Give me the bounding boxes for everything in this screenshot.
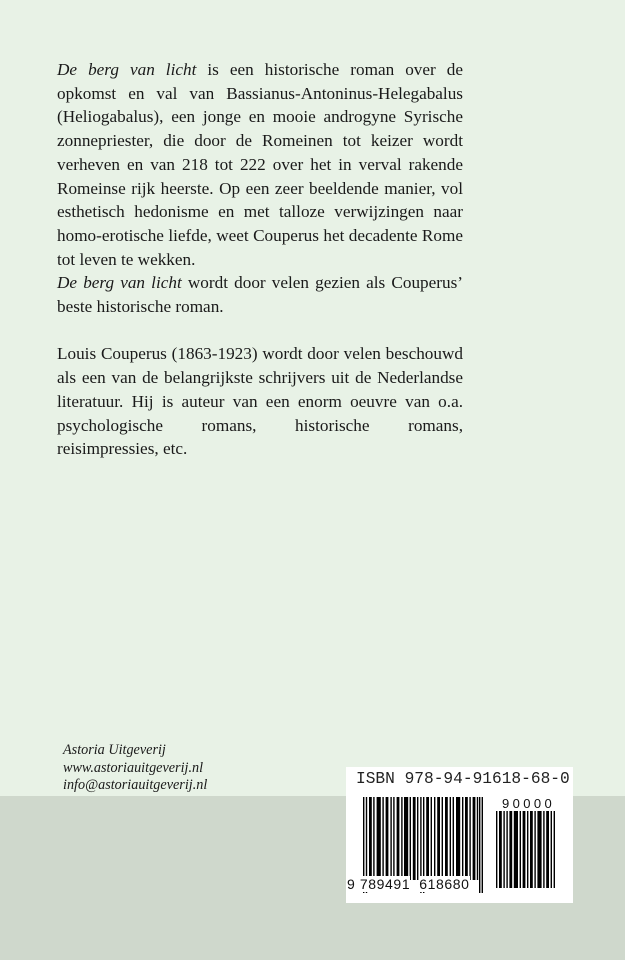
price-supplement-label: 90000: [502, 796, 556, 811]
publisher-website: www.astoriauitgeverij.nl: [63, 759, 204, 776]
isbn-barcode-box: [346, 767, 573, 903]
book-title-italic: De berg van licht: [57, 273, 182, 293]
barcode-digits-left: 789491: [359, 876, 411, 892]
praise-text: wordt door velen gezien als Couperus’ beste historische roman.: [57, 273, 463, 317]
isbn-label: ISBN 978-94-91618-68-0: [356, 770, 570, 788]
synopsis-text: is een historische roman over de opkomst en val van Bassianus-Antoninus-Helegabalus (Heliogabalus), een jonge en mooie androgyne Syrische zonnepriester, die door de Romeinen tot keizer wordt verheven en van 218 tot 222 over het in verval rakende Romeinse rijk heerste. Op een zeer beeldende manier, vol esthetisch hedonisme en met talloze verwijzingen naar homo-erotische liefde, weet Couperus het decadente Rome tot leven te wekken.: [57, 60, 464, 269]
blurb-paragraph-praise: [57, 271, 463, 318]
price-supplement-barcode: [496, 811, 556, 888]
back-cover-blurb: [57, 58, 463, 461]
publisher-name: Astoria Uitgeverij: [63, 742, 166, 758]
barcode-human-readable: [347, 876, 470, 892]
barcode-digits-right: 618680: [419, 876, 470, 892]
barcode-digit-first: 9: [347, 876, 356, 892]
blurb-paragraph-synopsis: [57, 58, 463, 271]
blurb-paragraph-author-bio: Louis Couperus (1863-1923) wordt door velen beschouwd als een van de belangrijkste schrijvers uit de Nederlandse literatuur. Hij is auteur van een enorm oeuvre van o.a. psychologische romans, historische romans, reisimpressies, etc.: [57, 344, 463, 459]
book-title-italic: De berg van licht: [57, 60, 197, 79]
publisher-email: info@astoriauitgeverij.nl: [63, 777, 208, 793]
publisher-info: [63, 742, 207, 795]
